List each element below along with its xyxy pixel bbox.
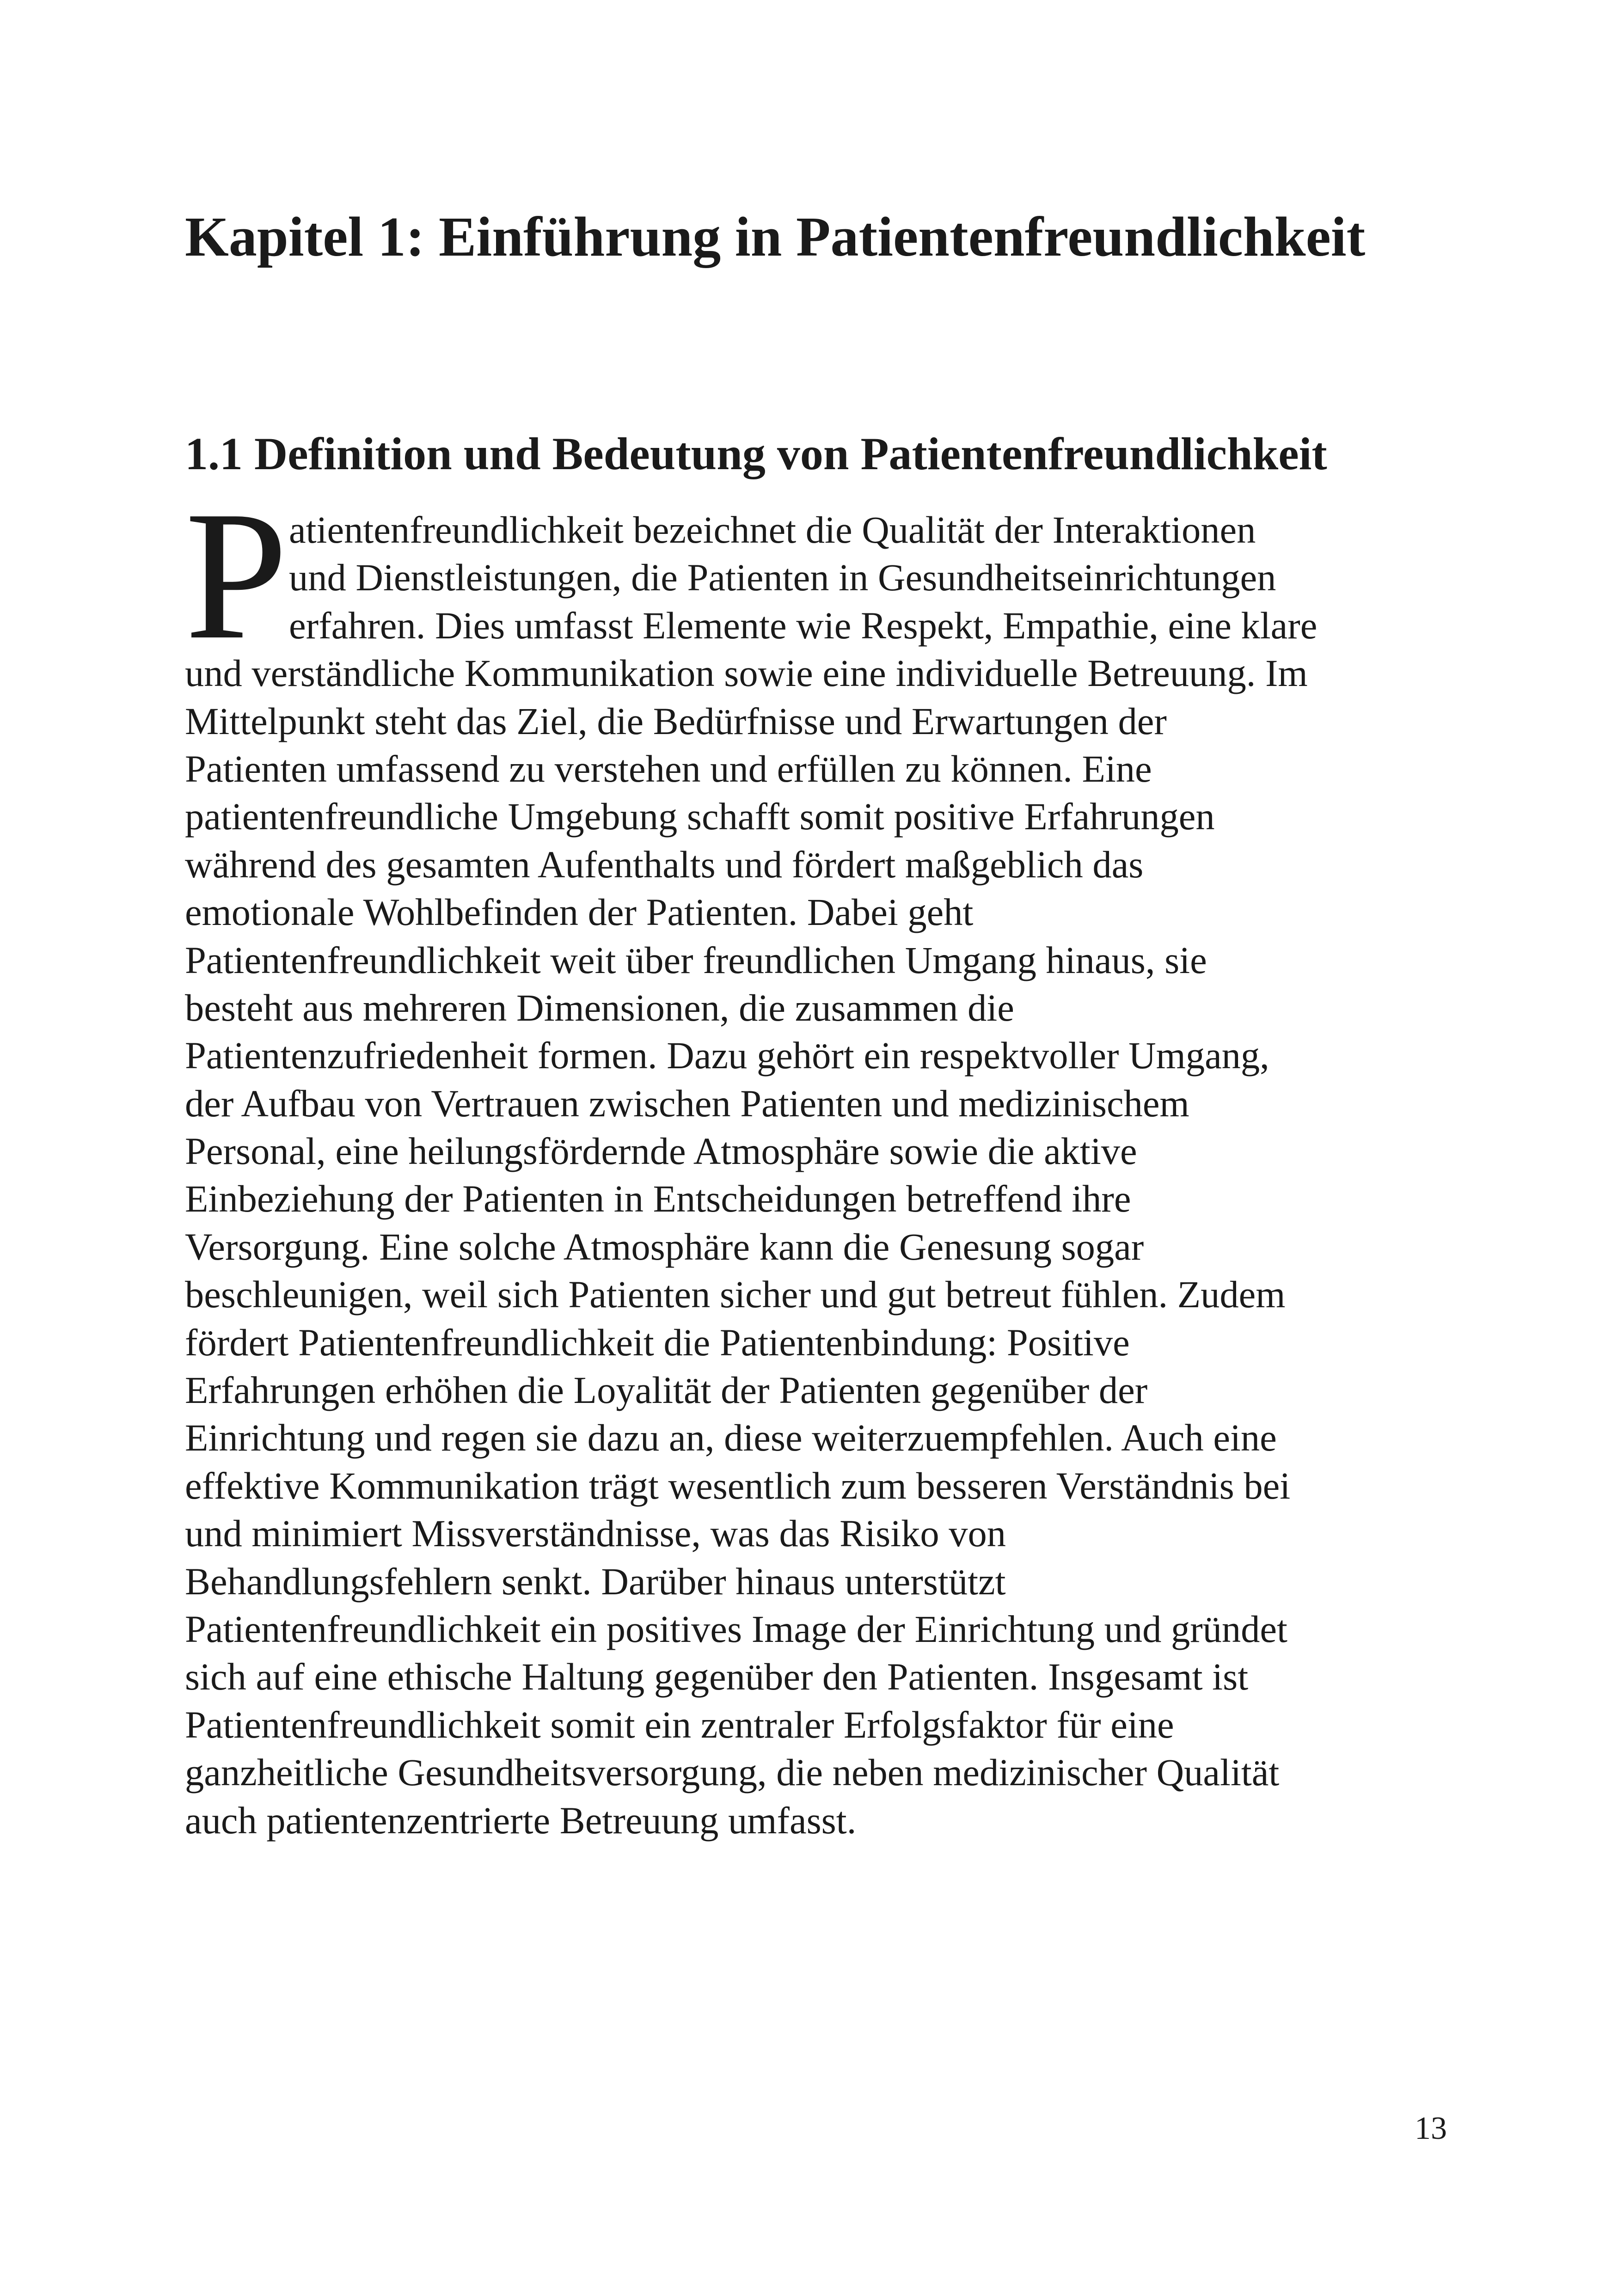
paragraph-line: während des gesamten Aufenthalts und fördert maßgeblich das (185, 843, 1144, 886)
paragraph-line: und verständliche Kommunikation sowie eine individuelle Betreuung. Im (185, 652, 1308, 695)
paragraph-line: atientenfreundlichkeit bezeichnet die Qualität der Interaktionen (289, 508, 1256, 551)
paragraph-line: Versorgung. Eine solche Atmosphäre kann die Genesung sogar (185, 1225, 1144, 1268)
paragraph-line: auch patientenzentrierte Betreuung umfasst. (185, 1799, 857, 1842)
drop-cap: P (185, 473, 288, 678)
paragraph-line: fördert Patientenfreundlichkeit die Patientenbindung: Positive (185, 1321, 1130, 1364)
paragraph-line: emotionale Wohlbefinden der Patienten. Dabei geht (185, 891, 974, 934)
paragraph-line: und Dienstleistungen, die Patienten in Gesundheitseinrichtungen (289, 556, 1276, 599)
paragraph-line: patientenfreundliche Umgebung schafft somit positive Erfahrungen (185, 795, 1215, 838)
paragraph-line: beschleunigen, weil sich Patienten sicher und gut betreut fühlen. Zudem (185, 1273, 1286, 1316)
chapter-title: Kapitel 1: Einführung in Patientenfreundlichkeit (185, 206, 1366, 268)
paragraph-line: Patienten umfassend zu verstehen und erfüllen zu können. Eine (185, 747, 1152, 790)
paragraph-line: und minimiert Missverständnisse, was das Risiko von (185, 1512, 1006, 1555)
paragraph-line: der Aufbau von Vertrauen zwischen Patienten und medizinischem (185, 1082, 1189, 1125)
body-paragraph (185, 473, 1447, 1844)
paragraph-line: besteht aus mehreren Dimensionen, die zusammen die (185, 986, 1014, 1029)
paragraph-line: Personal, eine heilungsfördernde Atmosphäre sowie die aktive (185, 1130, 1137, 1173)
paragraph-line: ganzheitliche Gesundheitsversorgung, die neben medizinischer Qualität (185, 1751, 1280, 1794)
section-title: 1.1 Definition und Bedeutung von Patientenfreundlichkeit (185, 428, 1327, 479)
paragraph-line: Patientenfreundlichkeit ein positives Image der Einrichtung und gründet (185, 1607, 1287, 1650)
paragraph-line: Patientenzufriedenheit formen. Dazu gehört ein respektvoller Umgang, (185, 1034, 1269, 1077)
paragraph-line: Patientenfreundlichkeit weit über freundlichen Umgang hinaus, sie (185, 938, 1207, 981)
paragraph-line: Patientenfreundlichkeit somit ein zentraler Erfolgsfaktor für eine (185, 1703, 1174, 1746)
paragraph-line: sich auf eine ethische Haltung gegenüber den Patienten. Insgesamt ist (185, 1655, 1249, 1698)
page-number: 13 (1415, 2111, 1447, 2146)
paragraph-line: Mittelpunkt steht das Ziel, die Bedürfnisse und Erwartungen der (185, 699, 1167, 742)
paragraph-line: Behandlungsfehlern senkt. Darüber hinaus unterstützt (185, 1560, 1006, 1603)
paragraph-line: Erfahrungen erhöhen die Loyalität der Patienten gegenüber der (185, 1369, 1148, 1412)
paragraph-line: Einrichtung und regen sie dazu an, diese weiterzuempfehlen. Auch eine (185, 1416, 1277, 1459)
paragraph-line: effektive Kommunikation trägt wesentlich zum besseren Verständnis bei (185, 1464, 1291, 1507)
paragraph-line: erfahren. Dies umfasst Elemente wie Respekt, Empathie, eine klare (289, 604, 1318, 647)
paragraph-line: Einbeziehung der Patienten in Entscheidungen betreffend ihre (185, 1177, 1131, 1220)
